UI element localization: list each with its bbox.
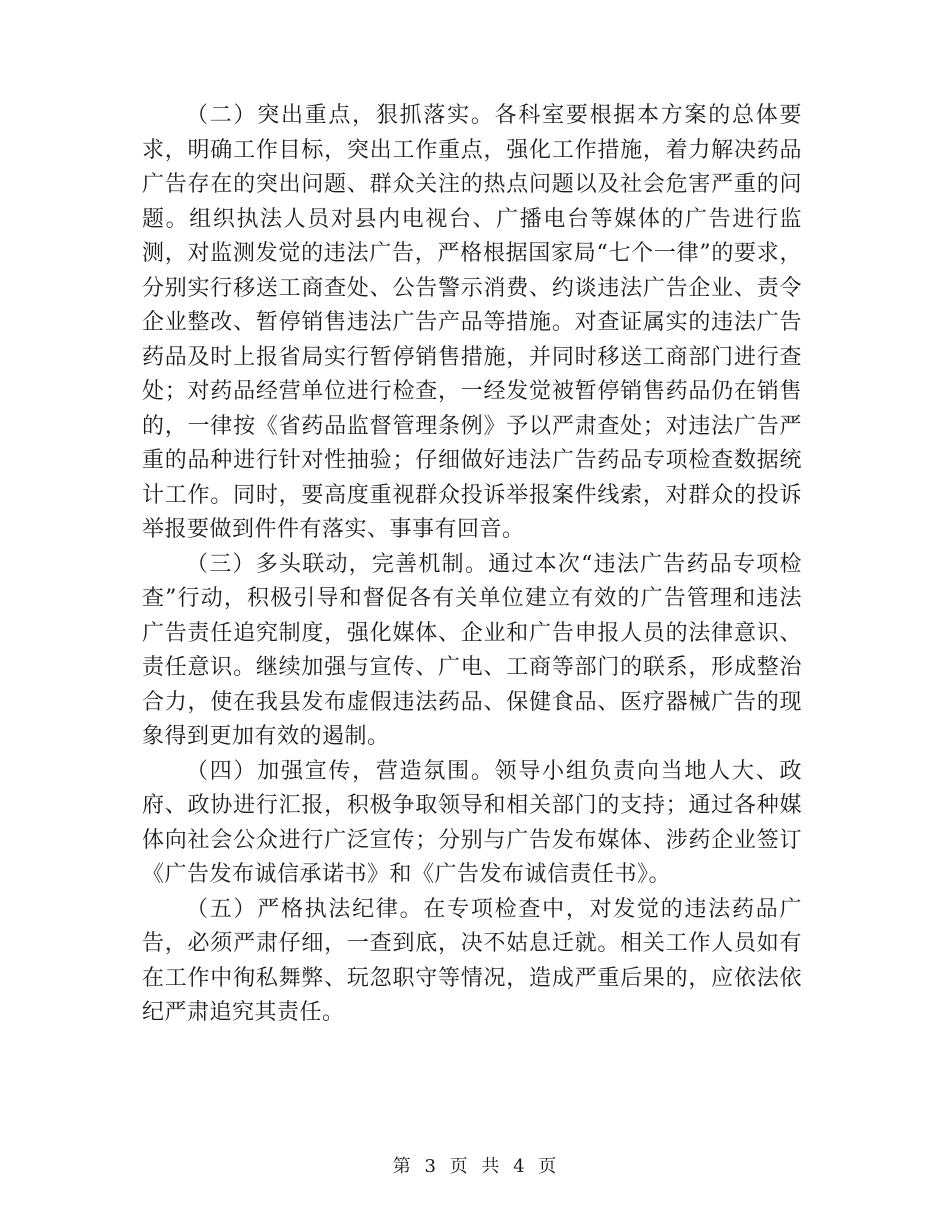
paragraph-section-2: （二）突出重点，狠抓落实。各科室要根据本方案的总体要求，明确工作目标，突出工作重点，强化工作措施，着力解决药品广告存在的突出问题、群众关注的热点问题以及社会危害严重的问题。组织执法人员对县内电视台、广播电台等媒体的广告进行监测，对监测发觉的违法广告，严格根据国家局“七个一律”的要求，分别实行移送工商查处、公告警示消费、约谈违法广告企业、责令企业整改、暂停销售违法广告产品等措施。对查证属实的违法广告药品及时上报省局实行暂停销售措施，并同时移送工商部门进行查处；对药品经营单位进行检查，一经发觉被暂停销售药品仍在销售的，一律按《省药品监督管理条例》予以严肃查处；对违法广告严重的品种进行针对性抽验；仔细做好违法广告药品专项检查数据统计工作。同时，要高度重视群众投诉举报案件线索，对群众的投诉举报要做到件件有落实、事事有回音。 xyxy=(142,103,802,542)
paragraph-section-3: （三）多头联动，完善机制。通过本次“违法广告药品专项检查”行动，积极引导和督促各有关单位建立有效的广告管理和违法广告责任追究制度，强化媒体、企业和广告申报人员的法律意识、责任意识。继续加强与宣传、广电、工商等部门的联系，形成整治合力，使在我县发布虚假违法药品、保健食品、医疗器械广告的现象得到更加有效的遏制。 xyxy=(142,551,802,749)
document-body xyxy=(142,99,802,1031)
page-footer: 第 3 页 共 4 页 xyxy=(392,1156,558,1177)
paragraph-section-5: （五）严格执法纪律。在专项检查中，对发觉的违法药品广告，必须严肃仔细，一查到底，决不姑息迁就。相关工作人员如有在工作中徇私舞弊、玩忽职守等情况，造成严重后果的，应依法依纪严肃追究其责任。 xyxy=(142,896,802,1025)
paragraph-section-4: （四）加强宣传，营造氛围。领导小组负责向当地人大、政府、政协进行汇报，积极争取领导和相关部门的支持；通过各种媒体向社会公众进行广泛宣传；分别与广告发布媒体、涉药企业签订《广告发布诚信承诺书》和《广告发布诚信责任书》。 xyxy=(142,758,802,887)
